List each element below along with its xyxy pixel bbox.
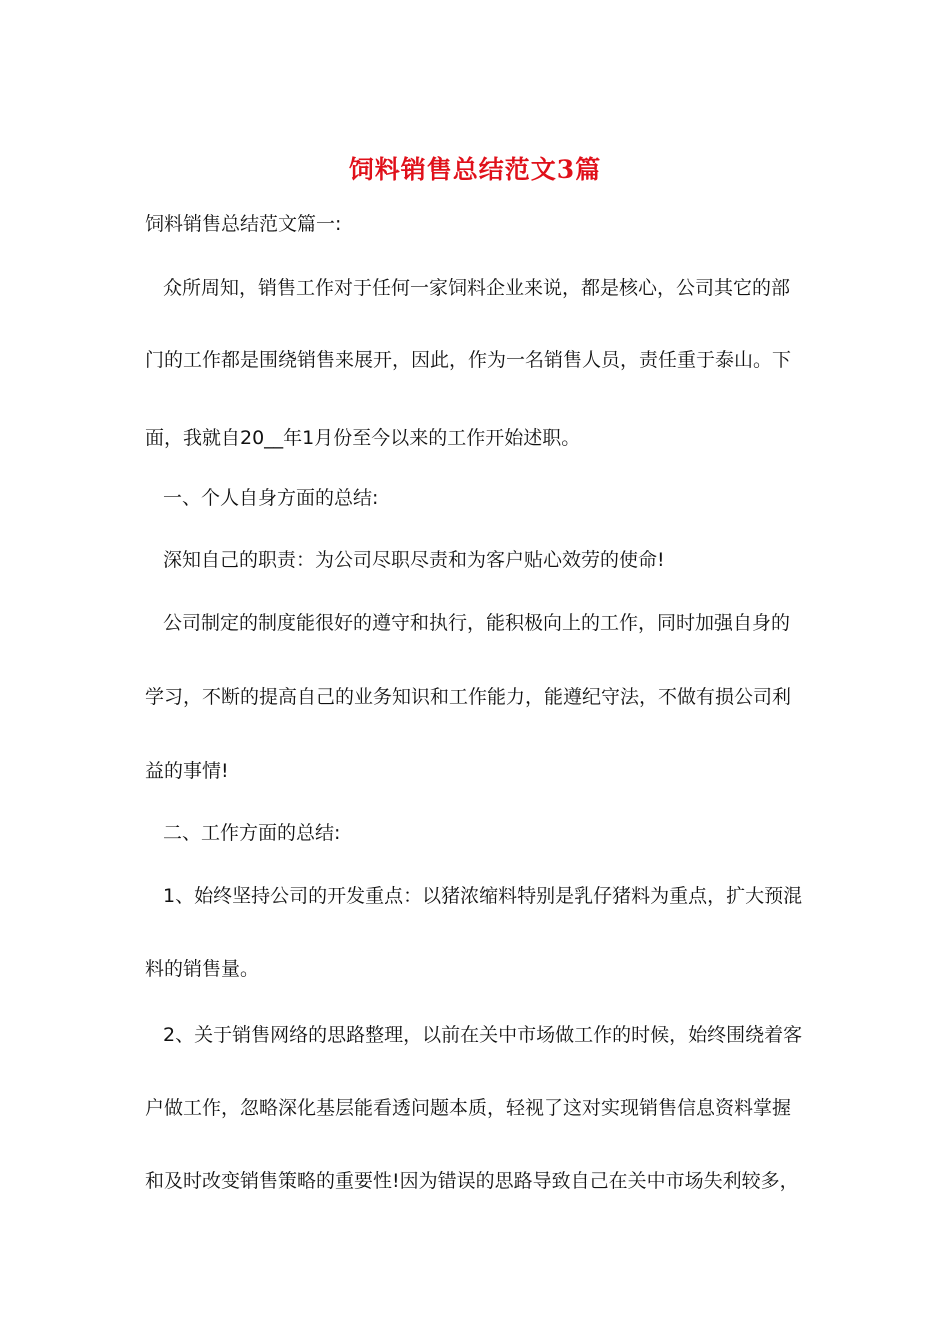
paragraph-line: 门的工作都是围绕销售来展开，因此，作为一名销售人员，责任重于泰山。下 xyxy=(145,349,792,371)
paragraph-line: 料的销售量。 xyxy=(145,958,260,980)
paragraph-line: 2、关于销售网络的思路整理，以前在关中市场做工作的时候，始终围绕着客 xyxy=(163,1024,803,1046)
section-heading: 饲料销售总结范文篇一: xyxy=(145,213,342,235)
paragraph-line: 深知自己的职责：为公司尽职尽责和为客户贴心效劳的使命! xyxy=(163,549,665,571)
paragraph-line: 公司制定的制度能很好的遵守和执行，能积极向上的工作，同时加强自身的 xyxy=(163,612,791,634)
paragraph-line: 面，我就自20__年1月份至今以来的工作开始述职。 xyxy=(145,427,581,449)
paragraph-line: 和及时改变销售策略的重要性!因为错误的思路导致自己在关中市场失利较多， xyxy=(145,1170,799,1192)
subsection-heading: 二、工作方面的总结: xyxy=(163,822,341,844)
paragraph-line: 益的事情! xyxy=(145,760,229,782)
document-title: 饲料销售总结范文3篇 xyxy=(348,155,602,184)
paragraph-line: 学习，不断的提高自己的业务知识和工作能力，能遵纪守法，不做有损公司利 xyxy=(145,686,792,708)
paragraph-line: 众所周知，销售工作对于任何一家饲料企业来说，都是核心，公司其它的部 xyxy=(163,277,791,299)
paragraph-line: 1、始终坚持公司的开发重点：以猪浓缩料特别是乳仔猪料为重点，扩大预混 xyxy=(163,885,803,907)
subsection-heading: 一、个人自身方面的总结: xyxy=(163,487,379,509)
paragraph-line: 户做工作，忽略深化基层能看透问题本质，轻视了这对实现销售信息资料掌握 xyxy=(145,1097,792,1119)
